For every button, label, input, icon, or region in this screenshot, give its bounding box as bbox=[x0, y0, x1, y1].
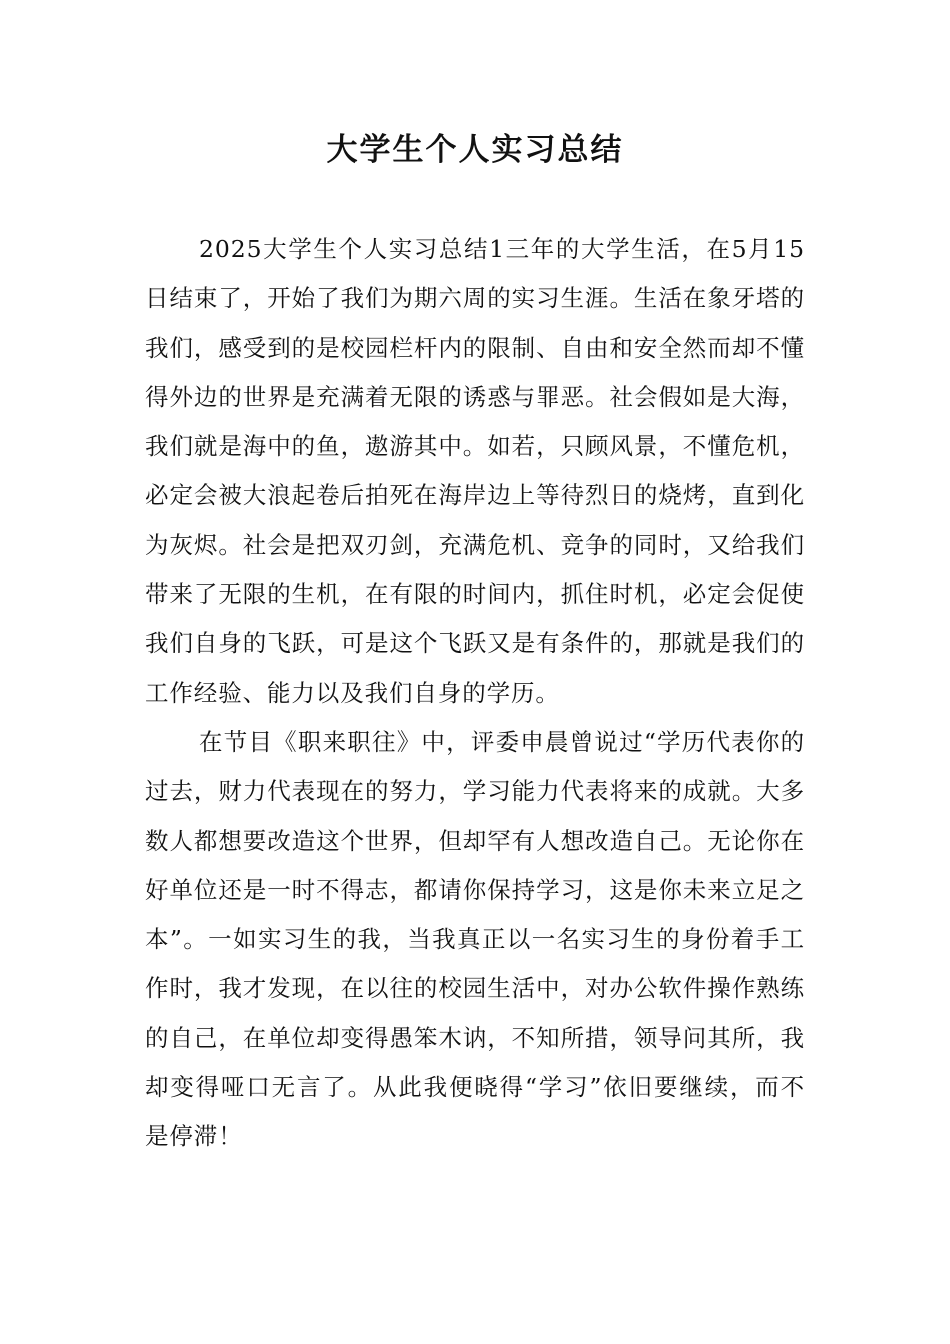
paragraph-2: 在节目《职来职往》中，评委申晨曾说过“学历代表你的过去，财力代表现在的努力，学习能力代表将来的成就。大多数人都想要改造这个世界，但却罕有人想改造自己。无论你在好单位还是一时不得志，都请你保持学习，这是你未来立足之本”。一如实习生的我，当我真正以一名实习生的身份着手工作时，我才发现，在以往的校园生活中，对办公软件操作熟练的自己，在单位却变得愚笨木讷，不知所措，领导问其所，我却变得哑口无言了。从此我便晓得“学习”依旧要继续，而不是停滞！ bbox=[145, 727, 805, 1151]
paragraph-1: 2025大学生个人实习总结1三年的大学生活，在5月15日结束了，开始了我们为期六周的实习生涯。生活在象牙塔的我们，感受到的是校园栏杆内的限制、自由和安全然而却不懂得外边的世界是充满着无限的诱惑与罪恶。社会假如是大海，我们就是海中的鱼，遨游其中。如若，只顾风景，不懂危机，必定会被大浪起卷后拍死在海岸边上等待烈日的烧烤，直到化为灰烬。社会是把双刃剑，充满危机、竞争的同时，又给我们带来了无限的生机，在有限的时间内，抓住时机，必定会促使我们自身的飞跃，可是这个飞跃又是有条件的，那就是我们的工作经验、能力以及我们自身的学历。 bbox=[145, 235, 805, 707]
document-body bbox=[145, 225, 805, 1162]
document-title: 大学生个人实习总结 bbox=[326, 132, 624, 168]
